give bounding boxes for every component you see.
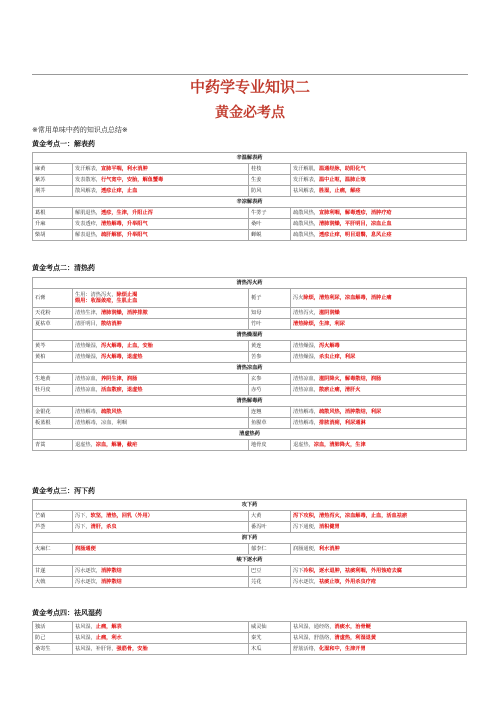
herb-name: 芫花 <box>249 577 291 588</box>
herb-name: 威灵仙 <box>249 622 291 633</box>
table-row <box>33 352 467 363</box>
effect-highlight: 胜湿，止痛，解痉 <box>318 188 361 194</box>
effect-text: 祛风湿，通经络， <box>293 624 335 630</box>
effect-highlight: 消积健胃 <box>318 524 340 530</box>
page-title: 中药学专业知识二 <box>189 78 310 96</box>
category-header-row <box>33 533 467 544</box>
herb-name: 牡丹皮 <box>33 385 73 396</box>
effect-highlight: 冷积，逐水退肿，祛痰利咽，外用蚀疮去腐 <box>303 568 402 574</box>
effect-highlight: 强筋骨，安胎 <box>116 646 148 652</box>
table-row <box>33 230 467 241</box>
effect-text: 舒筋活络， <box>293 646 319 652</box>
category-header-row <box>33 153 467 164</box>
effect-text: 泻水逐饮， <box>75 579 101 585</box>
effect-highlight: 清肺润燥，平肝明目，凉血止血 <box>318 221 392 227</box>
effect-highlight: 泻火解毒，退虚热 <box>100 354 143 360</box>
top-rule <box>32 74 468 75</box>
table-row <box>33 341 467 352</box>
herb-effects <box>73 374 249 385</box>
category-header-row <box>33 330 467 341</box>
herb-name: 夏枯草 <box>33 319 73 330</box>
herb-name: 火麻仁 <box>33 544 73 555</box>
effect-text: 泻火 <box>293 295 304 301</box>
effect-text: 清热解毒， <box>293 420 319 426</box>
effect-text: 祛风湿，补肝肾， <box>75 646 117 652</box>
effect-text: 解肌退热， <box>75 210 101 216</box>
herb-name: 地骨皮 <box>249 440 291 451</box>
herb-effects <box>291 407 467 418</box>
effect-text: 退虚热， <box>293 442 314 448</box>
intro-note: ※常用单味中药的知识点总结※ <box>32 126 128 134</box>
herb-effects <box>73 341 249 352</box>
table-row <box>33 511 467 522</box>
herb-effects <box>73 522 249 533</box>
effect-highlight: 散瘀止痛，清肝火 <box>318 387 361 393</box>
herb-name: 大戟 <box>33 577 73 588</box>
effect-highlight: 宣肺利咽，解毒透疹，消肿疗疮 <box>318 210 392 216</box>
section-title: 黄金考点一：解表药 <box>32 140 95 148</box>
herb-effects <box>73 230 249 241</box>
effect-text: 清热燥湿， <box>293 354 319 360</box>
effect-text: 散风解表， <box>75 188 101 194</box>
herb-name: 栀子 <box>249 289 291 308</box>
effect-highlight: 温通经脉，助阳化气 <box>318 166 366 172</box>
herb-name: 郁李仁 <box>249 544 291 555</box>
table-row <box>33 219 467 230</box>
section-title: 黄金考点三：泻下药 <box>32 487 95 495</box>
herb-effects <box>291 644 467 655</box>
effect-text: 清热解毒， <box>75 409 101 415</box>
effect-text: 发表透疹， <box>75 221 101 227</box>
herb-name: 石膏 <box>33 289 73 308</box>
category-header-row <box>33 197 467 208</box>
table-row <box>33 544 467 555</box>
effect-text: 祛风湿， <box>75 624 96 630</box>
category-header-row <box>33 278 467 289</box>
herb-effects <box>291 511 467 522</box>
herb-table <box>32 621 467 655</box>
herb-name: 防风 <box>249 186 291 197</box>
herb-effects <box>291 186 467 197</box>
herb-name: 牛蒡子 <box>249 208 291 219</box>
category-header: 清热泻火药 <box>33 278 467 289</box>
table-row <box>33 633 467 644</box>
effect-text: 退虚热， <box>75 442 96 448</box>
herb-name: 赤芍 <box>249 385 291 396</box>
effect-highlight: 消肿散结 <box>100 568 122 574</box>
category-header: 清虚热药 <box>33 429 467 440</box>
herb-effects <box>73 186 249 197</box>
effect-highlight: 透疹止痒，止血 <box>100 188 138 194</box>
effect-highlight: 消肿散结 <box>100 579 122 585</box>
herb-effects <box>291 633 467 644</box>
table-row <box>33 407 467 418</box>
herb-name: 竹叶 <box>249 319 291 330</box>
category-header: 清热解毒药 <box>33 396 467 407</box>
category-header: 清热燥湿药 <box>33 330 467 341</box>
herb-effects <box>291 308 467 319</box>
effect-highlight: 泻火解毒 <box>318 343 340 349</box>
effect-text: 疏散风热， <box>293 232 319 238</box>
effect-text: 发汗解肌， <box>293 166 319 172</box>
herb-effects <box>291 319 467 330</box>
herb-effects <box>291 577 467 588</box>
category-header-row <box>33 429 467 440</box>
herb-effects <box>291 385 467 396</box>
herb-effects <box>291 164 467 175</box>
category-header: 峻下逐水药 <box>33 555 467 566</box>
herb-effects <box>291 374 467 385</box>
herb-name: 连翘 <box>249 407 291 418</box>
effect-highlight: 润肠通便 <box>75 546 96 552</box>
herb-effects <box>291 208 467 219</box>
herb-effects <box>73 440 249 451</box>
table-row <box>33 566 467 577</box>
category-header: 辛温解表药 <box>33 153 467 164</box>
herb-name: 巴豆 <box>249 566 291 577</box>
table-row <box>33 308 467 319</box>
herb-name: 生姜 <box>249 175 291 186</box>
herb-effects <box>291 289 467 308</box>
effect-highlight: 利水消肿 <box>318 546 340 552</box>
herb-name: 秦艽 <box>249 633 291 644</box>
effect-text: 发汗解表， <box>293 177 319 183</box>
effect-text: 清肝明目， <box>75 321 101 327</box>
herb-effects <box>73 633 249 644</box>
effect-highlight: 滋阴润燥 <box>318 310 340 316</box>
herb-name: 青蒿 <box>33 440 73 451</box>
herb-effects <box>291 230 467 241</box>
herb-name: 芦荟 <box>33 522 73 533</box>
herb-effects <box>73 511 249 522</box>
effect-highlight: 清热除烦，生津，利尿 <box>293 321 345 327</box>
table-row <box>33 440 467 451</box>
herb-name: 板蓝根 <box>33 418 73 429</box>
effect-text: 润肠通便， <box>293 546 319 552</box>
effect-text: 疏散风热， <box>293 210 319 216</box>
effect-text: 清热解毒，凉血，利咽 <box>75 420 127 426</box>
table-row <box>33 644 467 655</box>
herb-name: 桑寄生 <box>33 644 73 655</box>
herb-effects <box>73 289 249 308</box>
effect-text: 发汗解表， <box>75 166 101 172</box>
effect-highlight: 祛痰止咳，外用杀虫疗疮 <box>318 579 377 585</box>
herb-effects <box>73 644 249 655</box>
herb-effects <box>73 566 249 577</box>
effect-highlight: 清虚热，利湿退黄 <box>334 635 377 641</box>
herb-effects <box>291 440 467 451</box>
effect-highlight: 活血散瘀，退虚热 <box>100 387 143 393</box>
herb-effects <box>291 175 467 186</box>
herb-effects <box>291 622 467 633</box>
table-row <box>33 208 467 219</box>
herb-effects <box>73 164 249 175</box>
effect-highlight: 疏肝解郁，升举阳气 <box>100 232 148 238</box>
effect-text: 清热燥湿， <box>75 354 101 360</box>
table-row <box>33 522 467 533</box>
effect-highlight: 养阴生津，润肠 <box>100 376 138 382</box>
herb-effects <box>73 385 249 396</box>
herb-name: 大黄 <box>249 511 291 522</box>
effect-highlight: 止痛，解表 <box>95 624 122 630</box>
herb-effects <box>291 219 467 230</box>
page-subtitle: 黄金必考点 <box>215 105 285 121</box>
effect-highlight: 凉血，解暑，截疟 <box>95 442 138 448</box>
category-header-row <box>33 363 467 374</box>
category-header: 润下药 <box>33 533 467 544</box>
effect-text: 清热解毒， <box>293 409 319 415</box>
section-title: 黄金考点二：清热药 <box>32 264 95 272</box>
herb-name: 知母 <box>249 308 291 319</box>
effect-text: 清热凉血， <box>75 387 101 393</box>
table-row <box>33 418 467 429</box>
herb-name: 黄柏 <box>33 352 73 363</box>
effect-highlight: 泻下攻积，清热泻火，凉血解毒，止血，活血祛瘀 <box>293 513 408 519</box>
effect-text: 清热燥湿， <box>293 343 319 349</box>
herb-name: 金银花 <box>33 407 73 418</box>
category-header: 攻下药 <box>33 500 467 511</box>
section-title: 黄金考点四：祛风湿药 <box>32 609 102 617</box>
herb-name: 柴胡 <box>33 230 73 241</box>
effect-highlight: 软坚，清热，回乳（外用） <box>90 513 153 519</box>
effect-text: 解表退热， <box>75 232 101 238</box>
herb-name: 玄参 <box>249 374 291 385</box>
herb-name: 芒硝 <box>33 511 73 522</box>
effect-text: 祛风湿， <box>75 635 96 641</box>
herb-name: 防己 <box>33 633 73 644</box>
effect-highlight: 除烦，清热利尿，凉血解毒，消肿止痛 <box>303 295 392 301</box>
table-row <box>33 186 467 197</box>
herb-name: 黄连 <box>249 341 291 352</box>
herb-name: 升麻 <box>33 219 73 230</box>
herb-table <box>32 152 467 241</box>
herb-effects <box>291 341 467 352</box>
herb-effects <box>73 418 249 429</box>
effect-highlight: 排脓消痈，利尿通淋 <box>318 420 366 426</box>
herb-table <box>32 499 467 588</box>
herb-effects <box>291 352 467 363</box>
effect-highlight: 化湿和中，生津开胃 <box>318 646 366 652</box>
herb-name: 桂枝 <box>249 164 291 175</box>
effect-text: 泻下通便， <box>293 524 319 530</box>
table-row <box>33 289 467 308</box>
effect-highlight: 煅用：收湿敛疮，生肌止血 <box>75 298 138 304</box>
herb-name: 麻黄 <box>33 164 73 175</box>
herb-effects <box>291 544 467 555</box>
herb-name: 天花粉 <box>33 308 73 319</box>
herb-name: 苦参 <box>249 352 291 363</box>
herb-table <box>32 277 467 451</box>
category-header-row <box>33 396 467 407</box>
category-header: 辛凉解表药 <box>33 197 467 208</box>
herb-name: 木瓜 <box>249 644 291 655</box>
herb-name: 紫苏 <box>33 175 73 186</box>
herb-name: 黄芩 <box>33 341 73 352</box>
effect-text: 清热凉血， <box>75 376 101 382</box>
herb-name: 甘遂 <box>33 566 73 577</box>
effect-highlight: 杀虫止痒，利尿 <box>318 354 356 360</box>
effect-text: 清热燥湿， <box>75 343 101 349</box>
effect-highlight: 行气宽中，安胎，解鱼蟹毒 <box>100 177 164 183</box>
herb-effects <box>291 418 467 429</box>
herb-effects <box>291 566 467 577</box>
herb-name: 生地黄 <box>33 374 73 385</box>
effect-text: 泻下， <box>75 524 91 530</box>
effect-text: 泻下 <box>293 568 304 574</box>
effect-highlight: 散结消肿 <box>100 321 122 327</box>
table-row <box>33 622 467 633</box>
effect-highlight: 泻火解毒，止血，安胎 <box>100 343 153 349</box>
effect-highlight: 温中止呕，温肺止咳 <box>318 177 366 183</box>
herb-effects <box>73 577 249 588</box>
effect-highlight: 消痰水，治骨鲠 <box>334 624 371 630</box>
effect-highlight: 凉血，清肺降火，生津 <box>313 442 366 448</box>
effect-highlight: 清热解毒，升举阳气 <box>100 221 148 227</box>
herb-effects <box>73 308 249 319</box>
effect-text: 清热凉血， <box>293 376 319 382</box>
effect-text: 生用：清热泻火， <box>75 292 117 298</box>
table-row <box>33 385 467 396</box>
herb-effects <box>73 175 249 186</box>
effect-text: 发表散寒， <box>75 177 101 183</box>
effect-highlight: 滋阴降火，解毒散结，润肠 <box>318 376 382 382</box>
table-row <box>33 175 467 186</box>
herb-name: 独活 <box>33 622 73 633</box>
effect-text: 祛风湿，舒筋络， <box>293 635 335 641</box>
herb-name: 鱼腥草 <box>249 418 291 429</box>
herb-name: 荆芥 <box>33 186 73 197</box>
table-row <box>33 577 467 588</box>
table-row <box>33 164 467 175</box>
herb-effects <box>73 352 249 363</box>
herb-effects <box>291 522 467 533</box>
effect-highlight: 止痛，利水 <box>95 635 122 641</box>
effect-text: 清热凉血， <box>293 387 319 393</box>
effect-highlight: 透疹止痒，明目退翳，息风止痉 <box>318 232 392 238</box>
effect-text: 清热生津， <box>75 310 101 316</box>
table-row <box>33 319 467 330</box>
effect-highlight: 清肺润燥，消肿排脓 <box>100 310 148 316</box>
herb-effects <box>73 219 249 230</box>
effect-text: 疏散风热， <box>293 221 319 227</box>
category-header-row <box>33 500 467 511</box>
herb-effects <box>73 622 249 633</box>
category-header: 清热凉血药 <box>33 363 467 374</box>
effect-text: 泻水逐饮， <box>75 568 101 574</box>
herb-name: 桑叶 <box>249 219 291 230</box>
herb-effects <box>73 319 249 330</box>
effect-highlight: 宣肺平喘，利水消肿 <box>100 166 148 172</box>
category-header-row <box>33 555 467 566</box>
herb-name: 蝉蜕 <box>249 230 291 241</box>
herb-effects <box>73 407 249 418</box>
herb-effects <box>73 208 249 219</box>
effect-text: 泻水逐饮， <box>293 579 319 585</box>
effect-highlight: 疏散风热 <box>100 409 122 415</box>
effect-text: 祛风解表， <box>293 188 319 194</box>
effect-highlight: 疏散风热，消肿散结，利尿 <box>318 409 382 415</box>
herb-name: 葛根 <box>33 208 73 219</box>
effect-highlight: 透疹，生津，升阳止泻 <box>100 210 153 216</box>
effect-highlight: 除烦止渴 <box>116 292 138 298</box>
effect-text: 清热泻火， <box>293 310 319 316</box>
table-row <box>33 374 467 385</box>
herb-effects <box>73 544 249 555</box>
herb-name: 番泻叶 <box>249 522 291 533</box>
effect-highlight: 清肝，杀虫 <box>90 524 117 530</box>
effect-text: 泻下， <box>75 513 91 519</box>
